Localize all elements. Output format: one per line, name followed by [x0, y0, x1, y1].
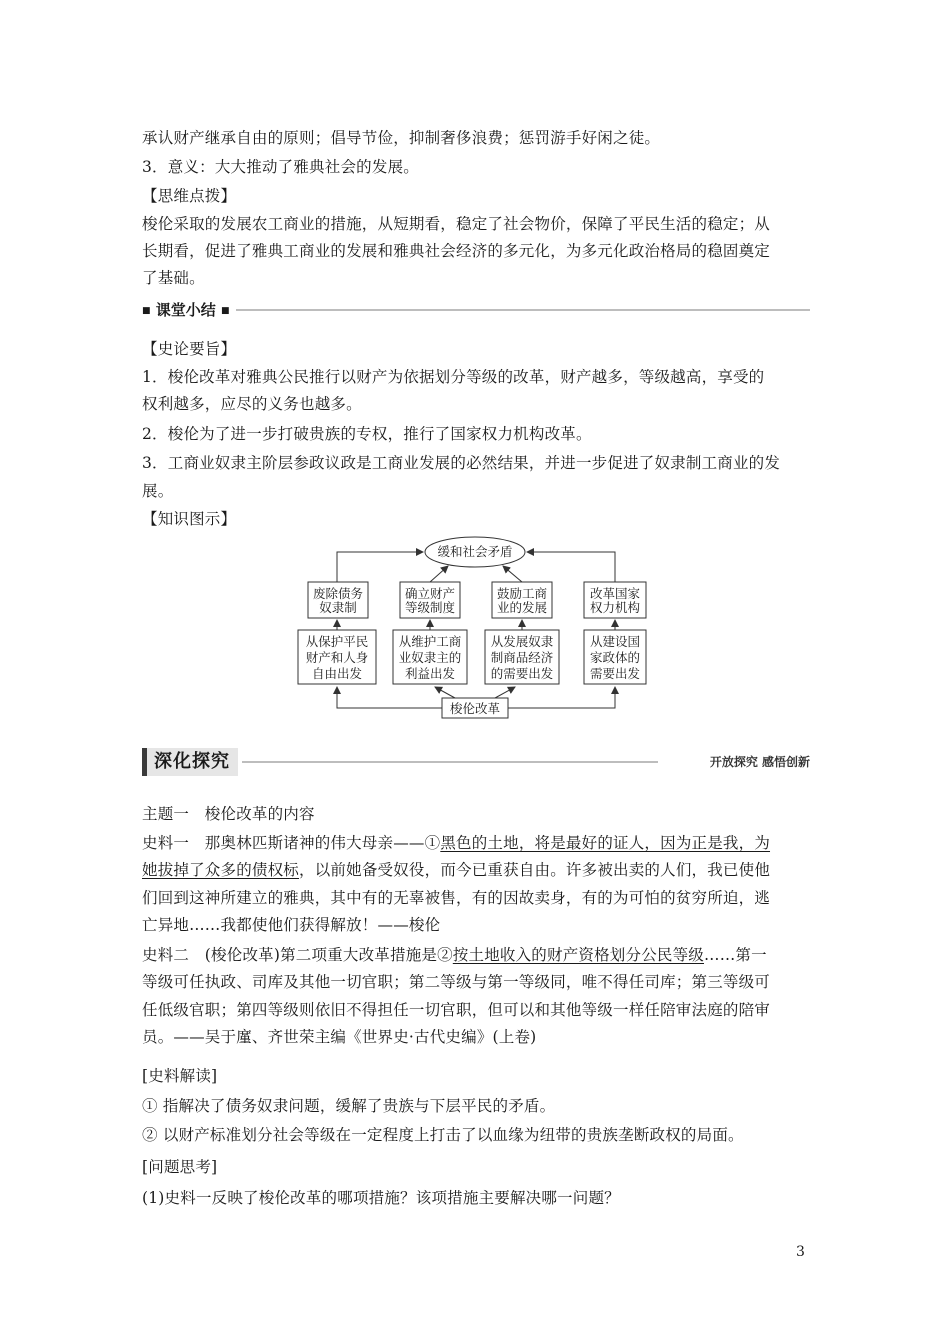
- square-bullet-icon: ■: [221, 306, 230, 316]
- text-line: 3．意义：大大推动了雅典社会的发展。: [142, 158, 419, 176]
- reason-label: 自由出发: [311, 666, 363, 681]
- question-heading: [问题思考]: [142, 1158, 218, 1176]
- reason-label: 需要出发: [589, 666, 641, 681]
- source-line: 史料二 (梭伦改革)第二项重大改革措施是②按土地收入的财产资格划分公民等级……第一: [142, 946, 767, 964]
- text-line: 展。: [142, 482, 174, 500]
- reading-point: ② 以财产标准划分社会等级在一定程度上打击了以血缘为纽带的贵族垄断政权的局面。: [142, 1126, 744, 1144]
- measure-label: 权力机构: [589, 600, 641, 615]
- source-line: 史料一 那奥林匹斯诸神的伟大母亲——①黑色的土地，将是最好的证人，因为正是我，为: [142, 834, 771, 852]
- reason-label: 财产和人身: [305, 650, 369, 665]
- question-item: (1)史料一反映了梭伦改革的哪项措施？该项措施主要解决哪一问题？: [142, 1189, 620, 1207]
- measure-label: 废除债务: [312, 586, 364, 601]
- reason-label: 从保护平民: [305, 634, 369, 649]
- reading-point: ① 指解决了债务奴隶问题，缓解了贵族与下层平民的矛盾。: [142, 1097, 556, 1115]
- source-line: 亡异地……我都使他们获得解放！——梭伦: [142, 916, 441, 934]
- text-line: 承认财产继承自由的原则；倡导节俭，抑制奢侈浪费；惩罚游手好闲之徒。: [142, 129, 661, 147]
- source-line: 等级可任执政、司库及其他一切官职；第二等级与第一等级同，唯不得任司库；第三等级可: [142, 973, 771, 991]
- measure-label: 业的发展: [496, 600, 548, 615]
- divider: [142, 309, 810, 311]
- reason-label: 制商品经济: [490, 650, 554, 665]
- section-title: 深化探究: [154, 751, 230, 772]
- text-line: 3．工商业奴隶主阶层参政议政是工商业发展的必然结果，并进一步促进了奴隶制工商业的发: [142, 454, 781, 472]
- topic-heading: 主题一 梭伦改革的内容: [142, 805, 315, 823]
- measure-label: 改革国家: [589, 586, 641, 601]
- points-heading: 【史论要旨】: [142, 340, 237, 358]
- diagram-bottom-label: 梭伦改革: [449, 701, 501, 716]
- knowledge-diagram: [290, 532, 660, 722]
- deep-explore-section-bar: [142, 748, 810, 776]
- source-line: 任低级官职；第四等级则依旧不得担任一切官职，但可以和其他等级一样任陪审法庭的陪审: [142, 1001, 771, 1019]
- text-line: 权利越多，应尽的义务也越多。: [142, 395, 362, 413]
- source-line: 她拔掉了众多的债权标，以前她备受奴役，而今已重获自由。许多被出卖的人们，我已使他: [142, 861, 771, 879]
- reason-label: 从发展奴隶: [490, 634, 554, 649]
- measure-label: 奴隶制: [319, 600, 357, 615]
- text-line: 梭伦采取的发展农工商业的措施，从短期看，稳定了社会物价，保障了平民生活的稳定；从: [142, 215, 771, 233]
- text-line: 了基础。: [142, 269, 205, 287]
- reason-label: 的需要出发: [490, 666, 554, 681]
- square-bullet-icon: ■: [142, 306, 151, 316]
- section-subtitle: 开放探究 感悟创新: [709, 755, 810, 769]
- reason-label: 从维护工商: [398, 634, 462, 649]
- text-line: 2．梭伦为了进一步打破贵族的专权，推行了国家权力机构改革。: [142, 425, 592, 443]
- reason-label: 从建设国: [589, 634, 641, 649]
- reason-label: 利益出发: [404, 666, 456, 681]
- section-title: ■ 课堂小结 ■: [142, 299, 236, 322]
- page-number: 3: [796, 1244, 805, 1260]
- reason-label: 家政体的: [589, 650, 641, 665]
- source-line: 员。——吴于廑、齐世荣主编《世界史·古代史编》(上卷): [142, 1028, 537, 1046]
- measure-label: 确立财产: [404, 586, 456, 601]
- diagram-heading: 【知识图示】: [142, 510, 237, 528]
- measure-label: 鼓励工商: [496, 586, 548, 601]
- text-line: 1．梭伦改革对雅典公民推行以财产为依据划分等级的改革，财产越多，等级越高，享受的: [142, 368, 765, 386]
- source-line: 们回到这神所建立的雅典，其中有的无辜被售，有的因故卖身，有的为可怕的贫穷所迫，逃: [142, 889, 771, 907]
- diagram-top-label: 缓和社会矛盾: [437, 544, 513, 559]
- section-tab: [142, 748, 238, 776]
- class-summary-section-bar: [142, 299, 810, 321]
- thinking-heading: 【思维点拨】: [142, 187, 237, 205]
- divider: [242, 761, 658, 763]
- reading-heading: [史料解读]: [142, 1067, 218, 1085]
- measure-label: 等级制度: [404, 600, 456, 615]
- reason-label: 业奴隶主的: [398, 650, 462, 665]
- text-line: 长期看，促进了雅典工商业的发展和雅典社会经济的多元化，为多元化政治格局的稳固奠定: [142, 242, 771, 260]
